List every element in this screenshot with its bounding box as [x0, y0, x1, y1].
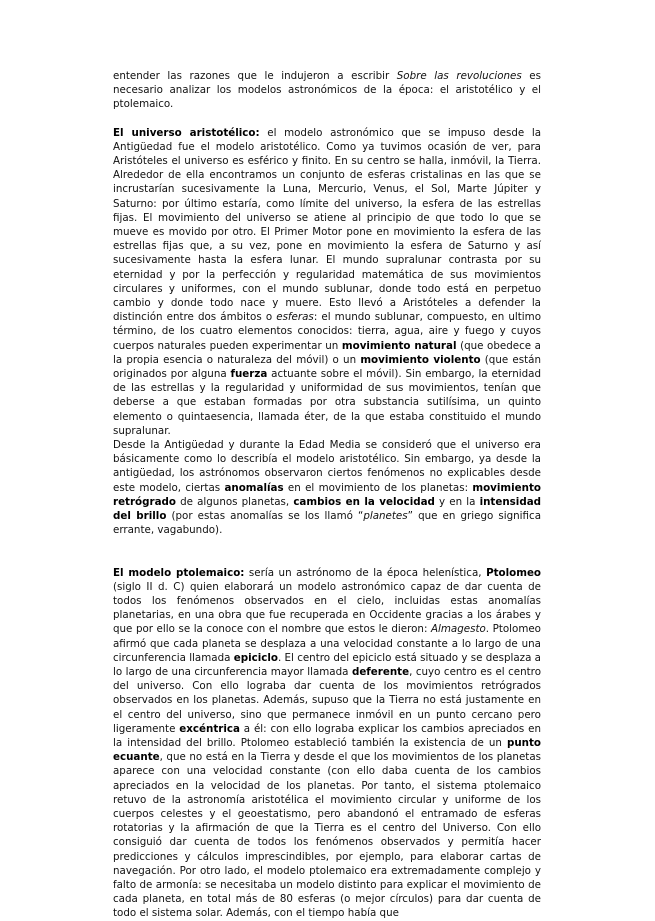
- emphasis-term: esferas: [276, 311, 314, 324]
- key-term: movimiento violento: [360, 353, 481, 366]
- ptolemaico-paragraph: [113, 566, 541, 921]
- body-text: (que obedece a la propia esencia o naturaleza del móvil) o un: [113, 339, 541, 366]
- aristotelico-paragraph-2: [113, 438, 541, 537]
- key-term: intensidad del brillo: [113, 495, 542, 523]
- body-text: : el mundo sublunar, compuesto, en ultimo término, de los cuatro elementos conocidos: tierra, agua, aire y fuego y cuyos cuerpos naturales pueden experimentar un: [113, 311, 541, 352]
- section-heading-ptolemaico: El modelo ptolemaico:: [113, 566, 245, 579]
- body-text: . El centro del epiciclo está situado y se desplaza a lo largo de una circunferencia mayor llamada: [113, 651, 541, 678]
- body-text: y en la: [434, 495, 480, 508]
- key-term: deferente: [351, 665, 410, 678]
- emphasis-term: Almagesto: [430, 623, 486, 636]
- body-text: actuante sobre el móvil). Sin embargo, la eternidad de las estrellas y la regularidad y uniformidad de sus movimientos, tenían que deberse a que estaban formadas por otra substancia sutilísima, un quinto elemento o quintaesencia, llamada éter, de la que estaba constituido el mundo supralunar.: [113, 368, 541, 437]
- body-text: en el movimiento de los planetas:: [283, 481, 473, 494]
- body-text: . Ptolomeo afirmó que cada planeta se desplaza a una velocidad constante a lo largo de una circunferencia llamada: [113, 623, 541, 664]
- body-text: (por estas anomalías se los llamó “: [166, 510, 364, 523]
- key-term: excéntrica: [179, 722, 240, 735]
- body-text: (que están originados por alguna: [113, 353, 541, 381]
- emphasis-term: planetes: [363, 510, 408, 523]
- key-term: cambios en la velocidad: [293, 495, 435, 508]
- aristotelico-paragraph: [113, 126, 541, 438]
- body-text: el modelo astronómico que se impuso desde la Antigüedad fue el modelo aristotélico. Como ya tuvimos ocasión de ver, para Aristóteles el universo es esférico y finito. En su centro se halla, inmóvil, la Tierra. Alrededor de ella encontramos un conjunto de esferas cristalinas en las que se incrustarían sucesivamente la Luna, Mercurio, Venus, el Sol, Marte Júpiter y Saturno: por último estaría, como límite del universo, la esfera de las estrellas fijas. El movimiento del universo se atiene al principio de que todo lo que se mueve es movido por otro. El Primer Motor pone en movimiento la esfera de las estrellas fijas que, a su vez, pone en movimiento la esfera de Saturno y así sucesivamente hasta la esfera lunar. El mundo supralunar contrasta por su eternidad y por la perfección y regularidad matemática de sus movimientos circulares y uniformes, con el mundo sublunar, donde todo está en perpetuo cambio y donde todo nace y muere. Esto llevó a Aristóteles a defender la distinción entre dos ámbitos o: [113, 126, 542, 324]
- body-text: (siglo II d. C) quien elaborará un modelo astronómico capaz de dar cuenta de todos los fenómenos observados en el cielo, incluidas estas anomalías planetarias, en una obra que fue recuperada en Occidente gracias a los árabes y que por ello se la conoce con el nombre que estos le dieron:: [113, 580, 541, 636]
- section-heading-aristotelico: El universo aristotélico:: [113, 126, 260, 139]
- intro-text: es necesario analizar los modelos astronómicos de la época: el aristotélico y el ptolemaico.: [113, 70, 542, 111]
- body-text: , cuyo centro es el centro del universo. Con ello lograba dar cuenta de los movimientos retrógrados observados en los planetas. Además, supuso que la Tierra no está justamente en el centro del universo, sino que permanece inmóvil en un punto cercano pero ligeramente: [113, 665, 541, 735]
- body-text: sería un astrónomo de la época helenística,: [244, 566, 487, 579]
- key-term: fuerza: [230, 368, 268, 381]
- intro-paragraph: [113, 69, 541, 112]
- body-text: , que no está en la Tierra y desde el que los movimientos de los planetas aparece con una velocidad constante (con ello daba cuenta de los cambios apreciados en la velocidad de los planetas. Por tanto, el sistema ptolemaico retuvo de la astronomía aristotélica el movimiento circular y uniforme de los cuerpos celestes y el geoestatismo, pero abandonó el entramado de esferas rotatorias y la afirmación de que la Tierra es el centro del Universo. Con ello consiguió dar cuenta de todos los fenómenos observados y permitía hacer predicciones y cálculos imprescindibles, por ejemplo, para elaborar cartas de navegación. Por otro lado, el modelo ptolemaico era extremadamente complejo y falto de armonía: se necesitaba un modelo distinto para explicar el movimiento de cada planeta, en total más de 80 esferas (o mejor círculos) para dar cuenta de todo el sistema solar. Además, con el tiempo había que: [113, 751, 541, 920]
- key-term: punto ecuante: [113, 736, 541, 764]
- key-term: Ptolomeo: [486, 566, 541, 579]
- key-term: epiciclo: [233, 651, 278, 664]
- spacer: [113, 112, 541, 126]
- body-text: Desde la Antigüedad y durante la Edad Media se consideró que el universo era básicamente como lo describía el modelo aristotélico. Sin embargo, ya desde la antigüedad, los astrónomos observaron ciertos fenómenos no explicables desde este modelo, ciertas: [113, 439, 541, 494]
- key-term: movimiento natural: [341, 339, 457, 352]
- key-term: anomalías: [224, 481, 284, 494]
- key-term: movimiento retrógrado: [113, 481, 541, 508]
- spacer: [113, 538, 541, 566]
- body-text: a él: con ello lograba explicar los cambios apreciados en la intensidad del brillo. Ptolomeo estableció también la existencia de un: [113, 722, 541, 749]
- intro-text: entender las razones que le indujeron a escribir: [113, 70, 397, 82]
- body-text: ” que en griego significa errante, vagabundo).: [113, 510, 541, 537]
- document-page: [113, 69, 541, 921]
- book-title: Sobre las revoluciones: [396, 70, 522, 82]
- body-text: de algunos planetas,: [175, 495, 294, 508]
